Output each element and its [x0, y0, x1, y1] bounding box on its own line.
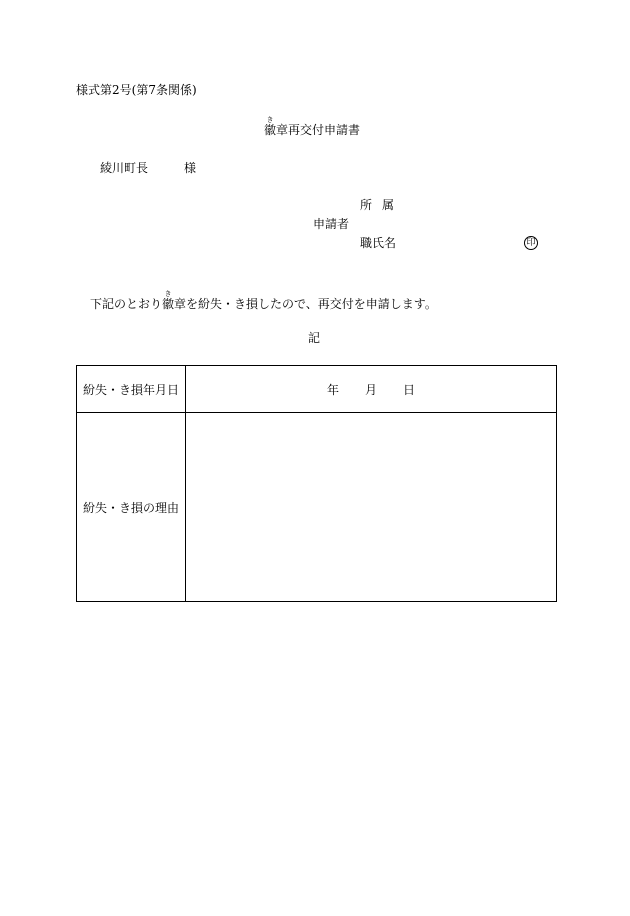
title-ruby [264, 116, 277, 137]
body-text-after: 章を紛失・き損したので、再交付を申請します。 [174, 297, 437, 311]
seal-mark: 印 [524, 236, 538, 250]
body-ruby-reading: き [162, 290, 175, 298]
applicant-label: 申請者 [313, 217, 350, 231]
record-table [76, 365, 557, 602]
addressee-name: 綾川町長 [100, 161, 149, 175]
date-value-cell[interactable] [186, 366, 557, 413]
document-title [264, 116, 360, 136]
body-text [90, 290, 437, 310]
day-label: 日 [403, 382, 416, 397]
month-label: 月 [364, 382, 377, 397]
notation-label: 記 [308, 331, 321, 345]
reason-label-cell: 紛失・き損の理由 [77, 413, 186, 602]
date-label-cell: 紛失・き損年月日 [77, 366, 186, 413]
title-suffix: 章再交付申請書 [276, 123, 361, 137]
title-ruby-base: 徽 [264, 123, 277, 137]
body-ruby [162, 290, 175, 311]
table-row [77, 413, 557, 602]
year-label: 年 [326, 382, 339, 397]
body-text-before: 下記のとおり [90, 297, 163, 311]
name-label: 職氏名 [360, 236, 397, 250]
reason-value-cell[interactable] [186, 413, 557, 602]
table-row [77, 366, 557, 413]
addressee-honorific: 様 [184, 161, 197, 175]
form-number: 様式第2号(第7条関係) [76, 83, 197, 97]
body-ruby-base: 徽 [162, 297, 175, 311]
affiliation-label: 所属 [360, 198, 405, 212]
title-ruby-reading: き [264, 116, 276, 124]
